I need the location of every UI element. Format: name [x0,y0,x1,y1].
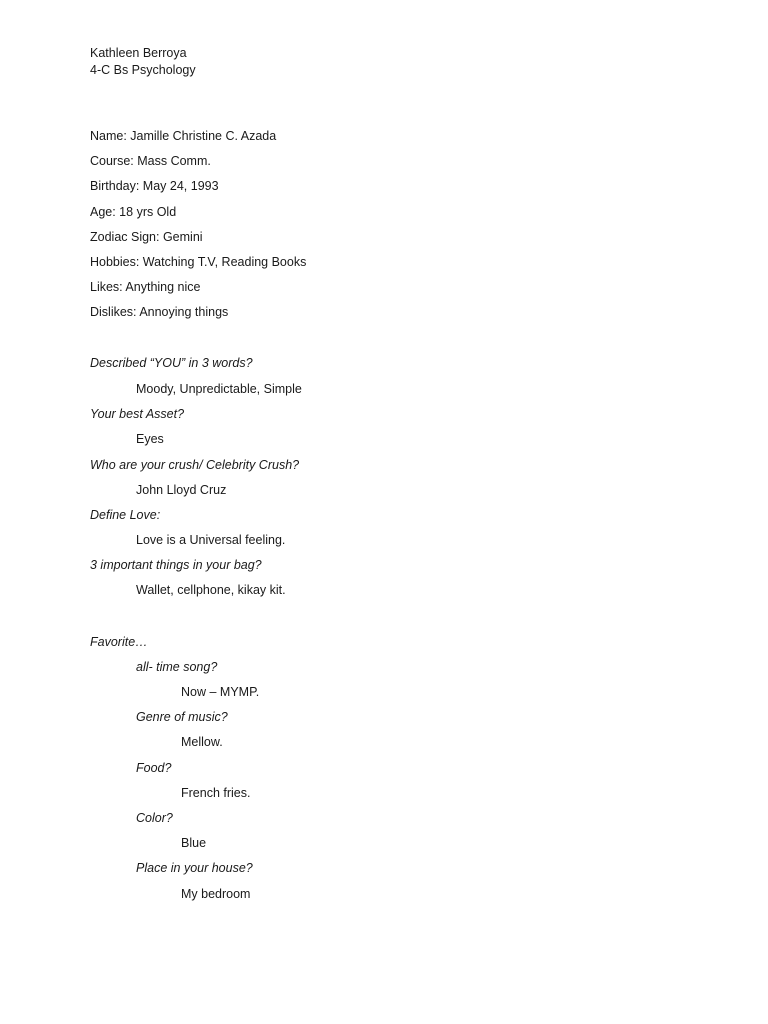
favorite-answer-genre: Mellow. [181,735,223,749]
answer-best-asset: Eyes [136,432,164,446]
favorite-answer-song: Now – MYMP. [181,685,260,699]
profile-birthday: Birthday: May 24, 1993 [90,179,219,193]
author-section: 4-C Bs Psychology [90,63,196,77]
favorite-answer-color: Blue [181,836,207,850]
profile-age: Age: 18 yrs Old [90,205,177,219]
answer-crush: John Lloyd Cruz [136,483,227,497]
favorite-answer-place: My bedroom [181,887,251,901]
profile-course: Course: Mass Comm. [90,154,211,168]
favorite-question-genre: Genre of music? [136,710,228,724]
profile-zodiac: Zodiac Sign: Gemini [90,230,203,244]
question-best-asset: Your best Asset? [90,407,185,421]
profile-dislikes: Dislikes: Annoying things [90,305,229,319]
favorite-question-place: Place in your house? [136,861,253,875]
question-bag: 3 important things in your bag? [90,558,262,572]
question-love: Define Love: [90,508,161,522]
answer-describe: Moody, Unpredictable, Simple [136,382,302,396]
favorites-heading: Favorite… [90,635,148,649]
author-name: Kathleen Berroya [90,46,187,60]
favorite-question-song: all- time song? [136,660,218,674]
favorite-answer-food: French fries. [181,786,251,800]
profile-name: Name: Jamille Christine C. Azada [90,129,277,143]
favorite-question-food: Food? [136,761,172,775]
favorite-question-color: Color? [136,811,173,825]
question-describe: Described “YOU” in 3 words? [90,356,253,370]
question-crush: Who are your crush/ Celebrity Crush? [90,458,300,472]
profile-hobbies: Hobbies: Watching T.V, Reading Books [90,255,307,269]
answer-bag: Wallet, cellphone, kikay kit. [136,583,286,597]
profile-likes: Likes: Anything nice [90,280,201,294]
answer-love: Love is a Universal feeling. [136,533,286,547]
